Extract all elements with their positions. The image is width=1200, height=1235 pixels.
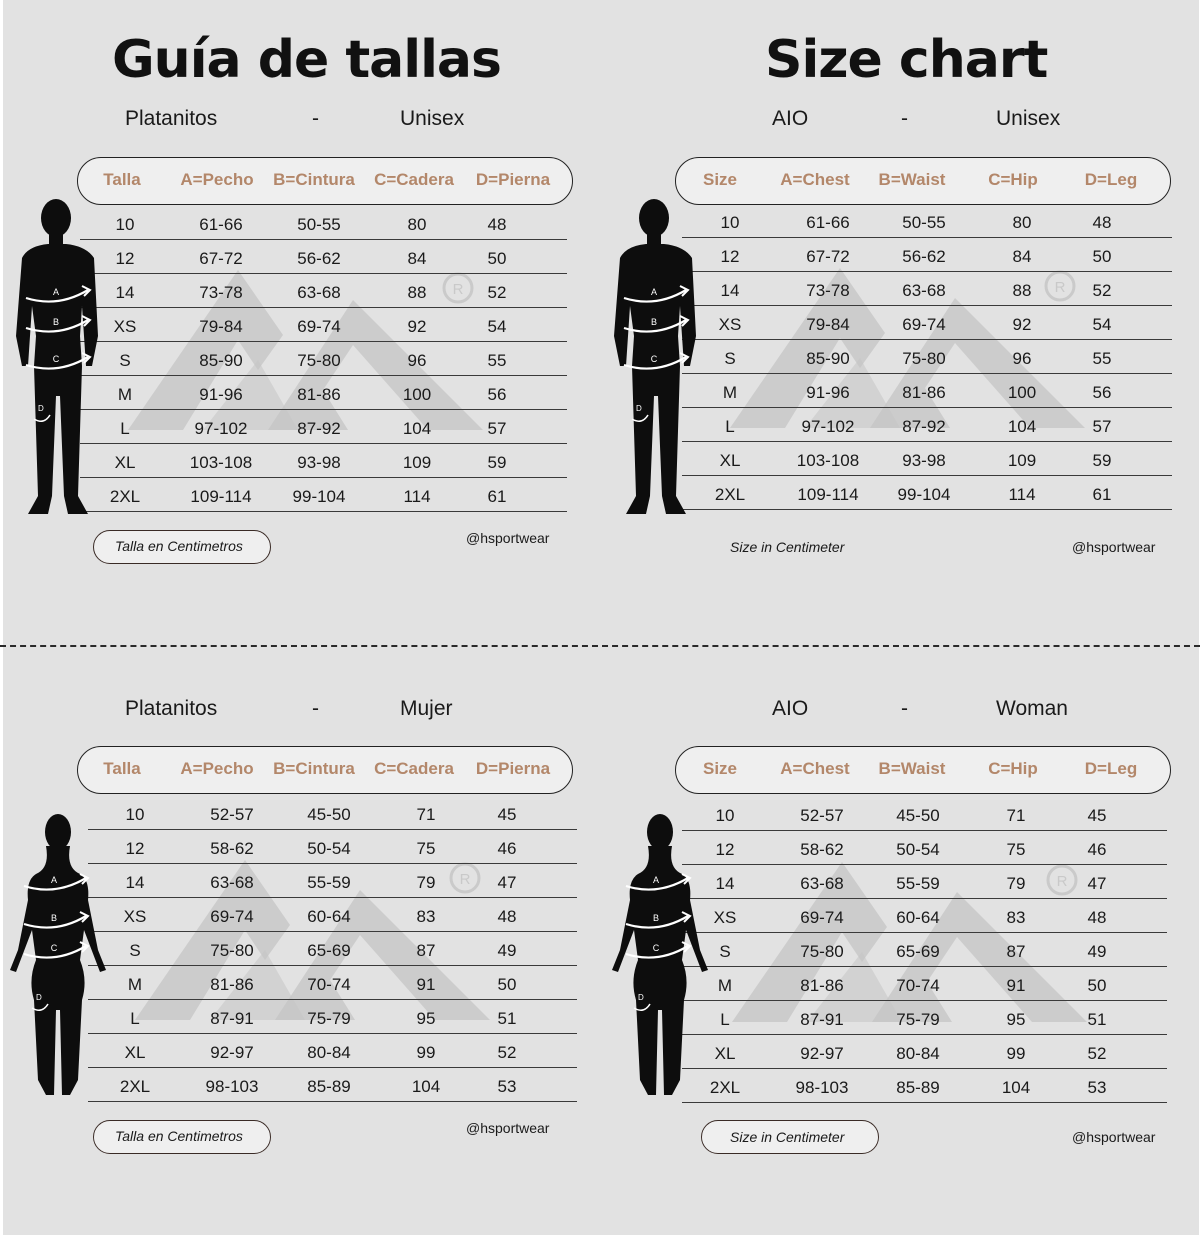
table-cell: 57 — [1092, 417, 1112, 436]
column-header: B=Cintura — [273, 170, 355, 189]
table-cell: 114 — [403, 487, 431, 506]
table-cell: XS — [123, 907, 147, 926]
table-cell: 51 — [1087, 1010, 1107, 1029]
chart-subtitle-dash: - — [901, 107, 908, 130]
table-cell: 98-103 — [795, 1078, 849, 1097]
chart-platanitos-unisex — [0, 0, 600, 620]
social-handle-text: @hsportwear — [1072, 1129, 1156, 1145]
svg-text:R: R — [1054, 279, 1066, 296]
column-header: D=Pierna — [475, 170, 551, 189]
table-cell: 50 — [487, 249, 507, 268]
chart-subtitle-dash: - — [901, 697, 908, 720]
table-cell: 75 — [416, 839, 436, 858]
svg-text:A: A — [52, 287, 60, 297]
table-cell: 46 — [1087, 840, 1107, 859]
table-cell: 91-96 — [199, 385, 243, 404]
table-cell: 99 — [1006, 1044, 1026, 1063]
table-cell: L — [725, 417, 735, 436]
table-cell: 71 — [1006, 806, 1026, 825]
table-cell: 2XL — [109, 487, 141, 506]
svg-text:D: D — [638, 993, 644, 1002]
table-cell: 85-89 — [307, 1077, 351, 1096]
column-header: C=Hip — [988, 170, 1038, 189]
table-cell: 104 — [1001, 1078, 1031, 1097]
table-cell: 71 — [416, 805, 436, 824]
table-cell: 85-90 — [199, 351, 243, 370]
table-cell: 69-74 — [902, 315, 946, 334]
table-cell: 80-84 — [896, 1044, 940, 1063]
table-cell: 48 — [497, 907, 517, 926]
table-cell: 2XL — [714, 485, 746, 504]
table-cell: 58-62 — [210, 839, 254, 858]
table-cell: 81-86 — [297, 385, 341, 404]
row-divider — [88, 1033, 577, 1034]
table-cell: 87-91 — [210, 1009, 254, 1028]
table-cell: XL — [114, 453, 136, 472]
table-cell: 103-108 — [796, 451, 860, 470]
unit-note-text: Talla en Centimetros — [115, 538, 243, 554]
table-cell: 10 — [125, 805, 145, 824]
table-header-pill — [675, 746, 1171, 794]
table-cell: XS — [718, 315, 742, 334]
row-divider — [80, 307, 567, 308]
column-header: B=Waist — [878, 759, 946, 778]
table-cell: 60-64 — [307, 907, 351, 926]
table-cell: 52 — [497, 1043, 517, 1062]
table-cell: 84 — [1012, 247, 1032, 266]
table-cell: 56-62 — [297, 249, 341, 268]
table-cell: 92-97 — [800, 1044, 844, 1063]
table-cell: L — [720, 1010, 730, 1029]
table-cell: 59 — [487, 453, 507, 472]
table-cell: 45 — [1087, 806, 1107, 825]
table-cell: 50 — [497, 975, 517, 994]
table-cell: 75-80 — [297, 351, 341, 370]
row-divider — [88, 1101, 577, 1102]
table-cell: 61-66 — [199, 215, 243, 234]
table-cell: 87-92 — [902, 417, 946, 436]
table-cell: 50 — [1087, 976, 1107, 995]
social-handle-text: @hsportwear — [1072, 539, 1156, 555]
row-divider — [88, 931, 577, 932]
column-header: Talla — [103, 170, 141, 189]
table-cell: 49 — [497, 941, 517, 960]
table-cell: 45 — [497, 805, 517, 824]
table-cell: S — [724, 349, 736, 368]
table-cell: 104 — [411, 1077, 441, 1096]
table-cell: 109-114 — [797, 485, 859, 504]
row-divider — [682, 305, 1172, 306]
table-cell: 93-98 — [297, 453, 341, 472]
row-divider — [682, 1068, 1167, 1069]
social-handle-text: @hsportwear — [466, 1120, 550, 1136]
table-cell: 67-72 — [199, 249, 243, 268]
table-cell: 48 — [487, 215, 507, 234]
table-cell: 75-79 — [307, 1009, 351, 1028]
row-divider — [682, 373, 1172, 374]
table-cell: 12 — [720, 247, 740, 266]
table-cell: XL — [719, 451, 741, 470]
chart-subtitle-dash: - — [312, 107, 319, 130]
svg-text:B: B — [52, 317, 60, 327]
chart-aio-woman — [600, 590, 1200, 1210]
svg-text:A: A — [650, 287, 658, 297]
table-cell: 75-80 — [800, 942, 844, 961]
table-cell: 61-66 — [806, 213, 850, 232]
unit-note-text: Size in Centimeter — [730, 539, 845, 555]
svg-text:R: R — [459, 871, 471, 888]
table-cell: 65-69 — [307, 941, 351, 960]
table-cell: 14 — [720, 281, 740, 300]
table-cell: 91 — [1006, 976, 1026, 995]
table-cell: 88 — [407, 283, 427, 302]
table-cell: 50-55 — [297, 215, 341, 234]
table-cell: 10 — [115, 215, 135, 234]
table-cell: 97-102 — [194, 419, 248, 438]
table-cell: 2XL — [709, 1078, 741, 1097]
svg-text:B: B — [652, 913, 660, 923]
table-cell: 87-92 — [297, 419, 341, 438]
table-cell: 87 — [416, 941, 436, 960]
row-divider — [80, 443, 567, 444]
table-cell: L — [130, 1009, 140, 1028]
male-body-silhouette-icon — [8, 196, 118, 526]
row-divider — [682, 339, 1172, 340]
table-cell: 69-74 — [297, 317, 341, 336]
table-cell: 83 — [416, 907, 436, 926]
table-cell: 14 — [125, 873, 145, 892]
row-divider — [80, 511, 567, 512]
svg-text:C: C — [650, 354, 658, 364]
row-divider — [682, 475, 1172, 476]
table-cell: 81-86 — [210, 975, 254, 994]
table-cell: 61 — [487, 487, 507, 506]
row-divider — [88, 999, 577, 1000]
column-header: B=Waist — [878, 170, 946, 189]
title-spanish: Guía de tallas — [112, 30, 501, 90]
table-cell: 63-68 — [210, 873, 254, 892]
table-cell: 98-103 — [205, 1077, 259, 1096]
table-cell: 54 — [487, 317, 507, 336]
table-cell: 14 — [715, 874, 735, 893]
table-cell: 63-68 — [902, 281, 946, 300]
table-cell: 51 — [497, 1009, 517, 1028]
row-divider — [80, 375, 567, 376]
row-divider — [80, 341, 567, 342]
table-cell: 50-54 — [896, 840, 940, 859]
table-cell: 54 — [1092, 315, 1112, 334]
table-cell: 48 — [1087, 908, 1107, 927]
table-cell: 95 — [416, 1009, 436, 1028]
table-cell: 63-68 — [800, 874, 844, 893]
table-cell: S — [119, 351, 131, 370]
table-cell: 59 — [1092, 451, 1112, 470]
row-divider — [88, 863, 577, 864]
chart-brand-label: Platanitos — [125, 107, 218, 130]
row-divider — [682, 932, 1167, 933]
svg-text:C: C — [652, 943, 660, 953]
title-english: Size chart — [765, 30, 1048, 90]
svg-text:D: D — [38, 404, 44, 413]
column-header: B=Cintura — [273, 759, 355, 778]
table-cell: 69-74 — [210, 907, 254, 926]
row-divider — [682, 1000, 1167, 1001]
column-header: C=Cadera — [374, 759, 454, 778]
table-cell: 88 — [1012, 281, 1032, 300]
table-cell: 97-102 — [801, 417, 855, 436]
table-cell: 70-74 — [307, 975, 351, 994]
svg-text:D: D — [636, 404, 642, 413]
row-divider — [682, 864, 1167, 865]
chart-platanitos-mujer — [0, 590, 600, 1210]
table-cell: 52 — [1092, 281, 1112, 300]
table-cell: 73-78 — [199, 283, 243, 302]
row-divider — [80, 477, 567, 478]
row-divider — [682, 830, 1167, 831]
table-cell: 99 — [416, 1043, 436, 1062]
table-cell: 80-84 — [307, 1043, 351, 1062]
table-cell: 79 — [1006, 874, 1026, 893]
table-cell: 58-62 — [800, 840, 844, 859]
svg-text:R: R — [1056, 873, 1068, 890]
table-cell: 85-90 — [806, 349, 850, 368]
table-cell: XL — [714, 1044, 736, 1063]
table-cell: 109-114 — [190, 487, 252, 506]
svg-text:A: A — [50, 875, 58, 885]
table-cell: 10 — [715, 806, 735, 825]
svg-text:C: C — [52, 354, 60, 364]
column-header: A=Pecho — [180, 170, 254, 189]
table-cell: 109 — [402, 453, 432, 472]
row-divider — [682, 271, 1172, 272]
table-cell: 48 — [1092, 213, 1112, 232]
table-cell: L — [120, 419, 130, 438]
table-cell: 63-68 — [297, 283, 341, 302]
table-cell: S — [129, 941, 141, 960]
table-cell: 47 — [497, 873, 517, 892]
table-cell: 75-80 — [902, 349, 946, 368]
table-header-pill — [77, 157, 573, 205]
table-cell: 75 — [1006, 840, 1026, 859]
table-cell: 73-78 — [806, 281, 850, 300]
svg-text:B: B — [50, 913, 58, 923]
table-cell: 52-57 — [210, 805, 254, 824]
table-cell: 100 — [1007, 383, 1037, 402]
table-cell: 53 — [497, 1077, 517, 1096]
table-header-pill — [675, 157, 1171, 205]
table-cell: 79 — [416, 873, 436, 892]
table-cell: 75-80 — [210, 941, 254, 960]
table-cell: XL — [124, 1043, 146, 1062]
row-divider — [80, 409, 567, 410]
table-cell: 109 — [1007, 451, 1037, 470]
table-cell: 46 — [497, 839, 517, 858]
svg-text:D: D — [36, 993, 42, 1002]
row-divider — [88, 1067, 577, 1068]
table-cell: 91-96 — [806, 383, 850, 402]
table-cell: 12 — [715, 840, 735, 859]
table-cell: 52 — [1087, 1044, 1107, 1063]
chart-subtitle-dash: - — [312, 697, 319, 720]
column-header: D=Pierna — [475, 759, 551, 778]
table-cell: 95 — [1006, 1010, 1026, 1029]
table-cell: M — [722, 383, 738, 402]
table-cell: 50-54 — [307, 839, 351, 858]
table-cell: 10 — [720, 213, 740, 232]
svg-text:B: B — [650, 317, 658, 327]
column-header: Size — [702, 759, 738, 778]
female-body-silhouette-icon — [608, 810, 718, 1100]
table-cell: 80 — [407, 215, 427, 234]
row-divider — [682, 898, 1167, 899]
table-cell: 93-98 — [902, 451, 946, 470]
column-header: A=Pecho — [180, 759, 254, 778]
table-cell: 56 — [487, 385, 507, 404]
table-cell: 45-50 — [307, 805, 351, 824]
table-cell: 55-59 — [307, 873, 351, 892]
table-cell: 103-108 — [189, 453, 253, 472]
svg-text:A: A — [652, 875, 660, 885]
table-cell: 81-86 — [902, 383, 946, 402]
table-cell: 70-74 — [896, 976, 940, 995]
table-cell: 99-104 — [292, 487, 346, 506]
chart-brand-label: AIO — [772, 107, 809, 130]
table-cell: XS — [113, 317, 137, 336]
table-cell: 12 — [125, 839, 145, 858]
column-header: Talla — [103, 759, 141, 778]
column-header: D=Leg — [1084, 170, 1138, 189]
table-cell: 104 — [402, 419, 432, 438]
row-divider — [682, 1102, 1167, 1103]
table-cell: 100 — [402, 385, 432, 404]
table-cell: 92 — [1012, 315, 1032, 334]
table-cell: 96 — [407, 351, 427, 370]
row-divider — [682, 237, 1172, 238]
table-cell: 80 — [1012, 213, 1032, 232]
table-cell: 69-74 — [800, 908, 844, 927]
table-cell: 14 — [115, 283, 135, 302]
chart-fit-label: Unisex — [996, 107, 1061, 130]
table-cell: 57 — [487, 419, 507, 438]
table-cell: 50-55 — [902, 213, 946, 232]
table-cell: 67-72 — [806, 247, 850, 266]
svg-text:C: C — [50, 943, 58, 953]
svg-text:R: R — [452, 281, 464, 298]
row-divider — [88, 897, 577, 898]
table-cell: 84 — [407, 249, 427, 268]
table-cell: 92-97 — [210, 1043, 254, 1062]
column-header: C=Hip — [988, 759, 1038, 778]
chart-aio-unisex — [600, 0, 1200, 620]
table-cell: XS — [713, 908, 737, 927]
table-cell: 81-86 — [800, 976, 844, 995]
unit-note-text: Talla en Centimetros — [115, 1128, 243, 1144]
table-cell: 83 — [1006, 908, 1026, 927]
row-divider — [682, 441, 1172, 442]
table-cell: 2XL — [119, 1077, 151, 1096]
row-divider — [88, 829, 577, 830]
table-cell: 104 — [1007, 417, 1037, 436]
chart-brand-label: AIO — [772, 697, 809, 720]
table-cell: 79-84 — [806, 315, 850, 334]
table-cell: 55 — [1092, 349, 1112, 368]
table-cell: 45-50 — [896, 806, 940, 825]
male-body-silhouette-icon — [606, 196, 716, 526]
table-cell: 55 — [487, 351, 507, 370]
row-divider — [88, 965, 577, 966]
chart-fit-label: Mujer — [400, 697, 453, 720]
table-cell: M — [117, 385, 133, 404]
column-header: D=Leg — [1084, 759, 1138, 778]
table-cell: 50 — [1092, 247, 1112, 266]
unit-note-text: Size in Centimeter — [730, 1129, 845, 1145]
table-cell: 79-84 — [199, 317, 243, 336]
column-header: Size — [702, 170, 738, 189]
female-body-silhouette-icon — [6, 810, 116, 1100]
table-cell: S — [719, 942, 731, 961]
chart-fit-label: Unisex — [400, 107, 465, 130]
chart-brand-label: Platanitos — [125, 697, 218, 720]
row-divider — [682, 966, 1167, 967]
table-cell: 52-57 — [800, 806, 844, 825]
table-cell: 96 — [1012, 349, 1032, 368]
row-divider — [80, 239, 567, 240]
table-cell: 99-104 — [897, 485, 951, 504]
column-header: C=Cadera — [374, 170, 454, 189]
table-cell: 56 — [1092, 383, 1112, 402]
table-cell: 87-91 — [800, 1010, 844, 1029]
row-divider — [682, 407, 1172, 408]
row-divider — [682, 1034, 1167, 1035]
table-cell: 60-64 — [896, 908, 940, 927]
table-cell: 55-59 — [896, 874, 940, 893]
table-cell: M — [127, 975, 143, 994]
column-header: A=Chest — [780, 759, 850, 778]
table-cell: 47 — [1087, 874, 1107, 893]
column-header: A=Chest — [780, 170, 850, 189]
table-cell: 91 — [416, 975, 436, 994]
table-cell: 61 — [1092, 485, 1112, 504]
row-divider — [682, 509, 1172, 510]
row-divider — [80, 273, 567, 274]
table-cell: 92 — [407, 317, 427, 336]
table-cell: 12 — [115, 249, 135, 268]
table-cell: 49 — [1087, 942, 1107, 961]
table-cell: M — [717, 976, 733, 995]
table-cell: 65-69 — [896, 942, 940, 961]
table-cell: 85-89 — [896, 1078, 940, 1097]
table-cell: 53 — [1087, 1078, 1107, 1097]
table-cell: 52 — [487, 283, 507, 302]
table-cell: 114 — [1008, 485, 1036, 504]
social-handle-text: @hsportwear — [466, 530, 550, 546]
table-cell: 75-79 — [896, 1010, 940, 1029]
table-header-pill — [77, 746, 573, 794]
chart-fit-label: Woman — [996, 697, 1068, 720]
table-cell: 87 — [1006, 942, 1026, 961]
table-cell: 56-62 — [902, 247, 946, 266]
